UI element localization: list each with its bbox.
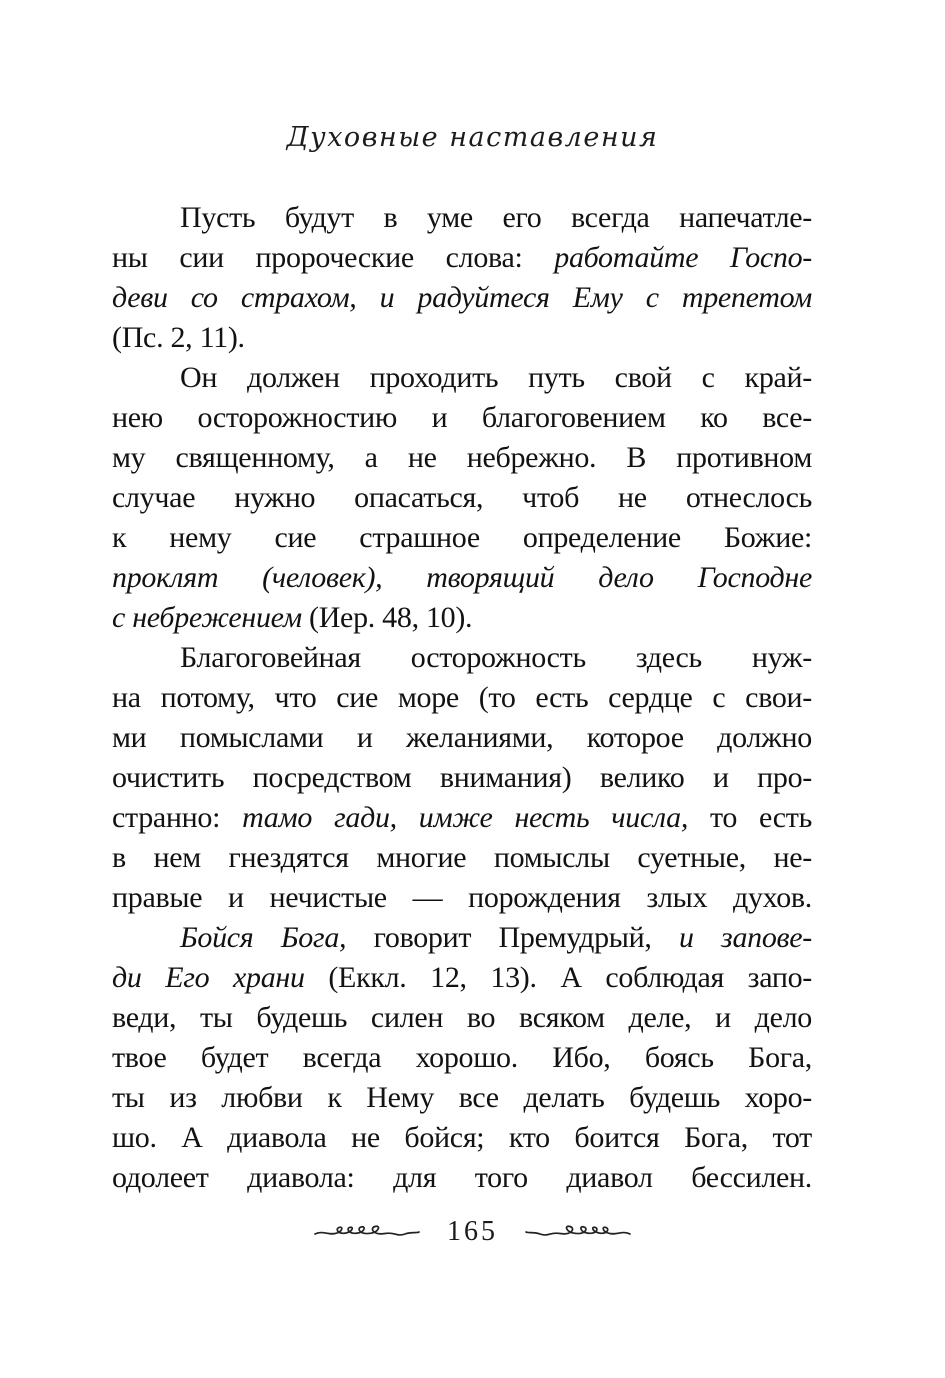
- text-line: [112, 998, 812, 1038]
- text-line: [112, 678, 812, 718]
- text-line: [112, 398, 812, 438]
- running-header: Духовные наставления: [286, 122, 659, 153]
- text-line: [112, 798, 812, 838]
- italic-text-segment: Бойся Бога,: [180, 921, 347, 954]
- text-segment: (Еккл. 12, 13). А соблюдая запо-: [328, 961, 812, 994]
- text-line: [112, 598, 812, 638]
- text-segment: (Иер. 48, 10).: [309, 601, 473, 634]
- italic-text-segment: ди Его храни: [112, 961, 329, 994]
- text-line: [112, 558, 812, 598]
- text-line: [112, 1118, 812, 1158]
- text-segment: Он должен проходить путь свой с край-: [180, 361, 812, 394]
- body-text: [112, 198, 812, 1198]
- paragraph-4: [112, 918, 812, 1198]
- left-flourish-icon: [313, 1221, 421, 1243]
- italic-text-segment: проклят (человек), творящий дело Господне: [112, 561, 812, 594]
- text-segment: правые и нечистые — порождения злых духов.: [112, 881, 812, 914]
- text-segment: к нему сие страшное определение Божие:: [112, 521, 812, 554]
- text-line: [112, 1158, 812, 1198]
- text-line: [112, 438, 812, 478]
- text-segment: странно:: [112, 801, 243, 834]
- text-segment: шо. А диавола не бойся; кто боится Бога, тот: [112, 1121, 812, 1154]
- text-segment: то есть: [688, 801, 812, 834]
- text-line: [112, 478, 812, 518]
- text-segment: одолеет диавола: для того диавол бессилен.: [112, 1161, 812, 1194]
- right-flourish-icon: [524, 1221, 632, 1243]
- page-footer: [0, 1208, 945, 1256]
- text-segment: в нем гнездятся многие помыслы суетные, не-: [112, 841, 812, 874]
- text-segment: (Пс. 2, 11).: [112, 321, 245, 354]
- text-line: [112, 1038, 812, 1078]
- italic-text-segment: деви со страхом, и радуйтеся Ему с трепетом: [112, 281, 812, 314]
- text-line: [112, 718, 812, 758]
- text-line: [112, 278, 812, 318]
- text-line: [112, 1078, 812, 1118]
- text-segment: веди, ты будешь силен во всяком деле, и дело: [112, 1001, 812, 1034]
- text-line: [112, 838, 812, 878]
- text-line: [112, 918, 812, 958]
- text-segment: случае нужно опасаться, чтоб не отнеслось: [112, 481, 812, 514]
- italic-text-segment: работайте Госпо-: [554, 241, 812, 274]
- text-segment: му священному, а не небрежно. В противном: [112, 441, 812, 474]
- text-line: [112, 878, 812, 918]
- text-segment: ты из любви к Нему все делать будешь хоро-: [112, 1081, 812, 1114]
- text-segment: на потому, что сие море (то есть сердце с свои-: [112, 681, 812, 714]
- text-line: [112, 318, 812, 358]
- text-segment: ны сии пророческие слова:: [112, 241, 555, 274]
- text-line: [112, 958, 812, 998]
- text-line: [112, 238, 812, 278]
- paragraph-1: [112, 198, 812, 358]
- text-segment: нею осторожностию и благоговением ко все-: [112, 401, 812, 434]
- page-number: 165: [447, 1216, 498, 1247]
- italic-text-segment: тамо гади, имже несть числа,: [242, 801, 689, 834]
- text-line: [112, 358, 812, 398]
- paragraph-3: [112, 638, 812, 918]
- text-segment: твое будет всегда хорошо. Ибо, боясь Бога,: [112, 1041, 812, 1074]
- text-line: [112, 198, 812, 238]
- text-segment: говорит Премудрый,: [346, 921, 679, 954]
- text-line: [112, 758, 812, 798]
- italic-text-segment: и запове-: [678, 921, 812, 954]
- text-segment: ми помыслами и желаниями, которое должно: [112, 721, 812, 754]
- paragraph-2: [112, 358, 812, 638]
- text-line: [112, 518, 812, 558]
- text-segment: очистить посредством внимания) велико и про-: [112, 761, 812, 794]
- text-segment: Благоговейная осторожность здесь нуж-: [180, 641, 812, 674]
- text-segment: Пусть будут в уме его всегда напечатле-: [180, 201, 812, 234]
- italic-text-segment: с небрежением: [112, 601, 309, 634]
- text-line: [112, 638, 812, 678]
